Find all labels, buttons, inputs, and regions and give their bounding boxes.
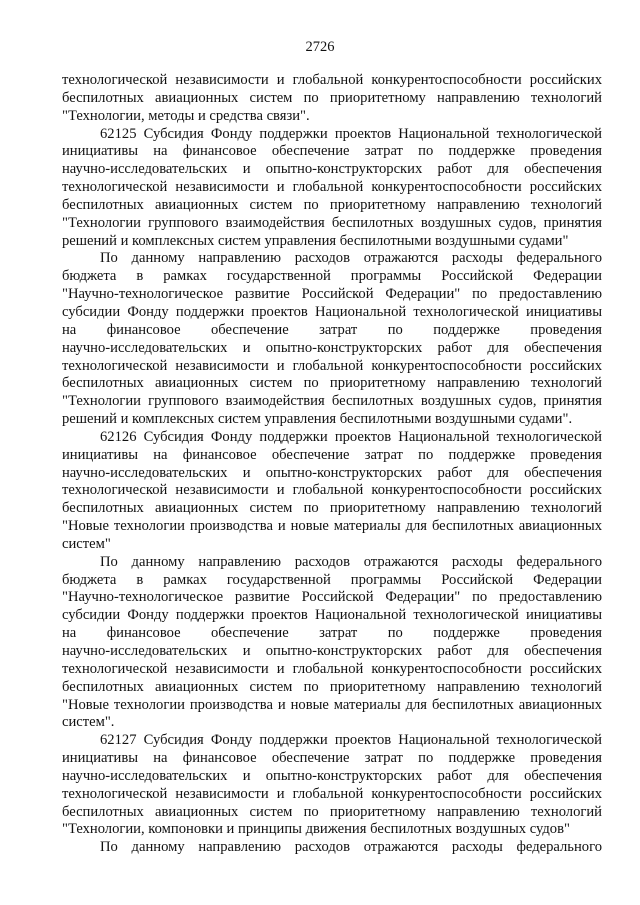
text-line: решений и комплексных систем управления беспилотными воздушными судами". <box>62 411 573 428</box>
text-line: "Технологии, методы и средства связи". <box>62 107 310 124</box>
text-line: на финансовое обеспечение затрат по поддержке проведения <box>62 625 602 642</box>
text-line: бюджета в рамках государственной программы Российской Федерации <box>62 268 602 285</box>
text-line: беспилотных авиационных систем по приоритетному направлению технологий <box>62 375 602 392</box>
document-body <box>62 72 602 857</box>
text-line: беспилотных авиационных систем по приоритетному направлению технологий <box>62 500 602 517</box>
text-line: "Технологии группового взаимодействия беспилотных воздушных судов, принятия <box>62 393 602 410</box>
text-line: научно-исследовательских и опытно-конструкторских работ для обеспечения <box>62 767 602 784</box>
text-line: решений и комплексных систем управления беспилотными воздушными судами" <box>62 232 569 249</box>
text-line: субсидии Фонду поддержки проектов Национальной технологической инициативы <box>62 303 602 320</box>
text-line: "Научно-технологическое развитие Российской Федерации" по предоставлению <box>62 589 602 606</box>
page-number: 2726 <box>305 39 335 55</box>
text-line: беспилотных авиационных систем по приоритетному направлению технологий <box>62 678 602 695</box>
text-line: систем". <box>62 714 115 731</box>
text-line: научно-исследовательских и опытно-конструкторских работ для обеспечения <box>62 643 602 659</box>
text-line: беспилотных авиационных систем по приоритетному направлению технологий <box>62 803 602 820</box>
text-line: "Новые технологии производства и новые материалы для беспилотных авиационных <box>62 696 602 713</box>
text-line: "Технологии, компоновки и принципы движения беспилотных воздушных судов" <box>62 821 570 838</box>
paragraph-first-line: По данному направлению расходов отражаются расходы федерального <box>100 553 602 570</box>
paragraph-first-line: 62127 Субсидия Фонду поддержки проектов Национальной технологической <box>100 732 602 749</box>
text-line: технологической независимости и глобальной конкурентоспособности российских <box>62 482 602 499</box>
text-line: систем" <box>62 535 111 552</box>
text-line: на финансовое обеспечение затрат по поддержке проведения <box>62 321 602 338</box>
text-line: бюджета в рамках государственной программы Российской Федерации <box>62 571 602 588</box>
text-line: "Новые технологии производства и новые материалы для беспилотных авиационных <box>62 518 602 535</box>
paragraph-first-line: 62125 Субсидия Фонду поддержки проектов Национальной технологической <box>100 125 602 142</box>
text-line: технологической независимости и глобальной конкурентоспособности российских <box>62 357 602 374</box>
text-line: научно-исследовательских и опытно-конструкторских работ для обеспечения <box>62 464 602 481</box>
text-line: "Научно-технологическое развитие Российской Федерации" по предоставлению <box>62 286 602 303</box>
paragraph-first-line: 62126 Субсидия Фонду поддержки проектов Национальной технологической <box>100 428 602 445</box>
text-line: научно-исследовательских и опытно-конструкторских работ для обеспечения <box>62 161 602 178</box>
text-line: беспилотных авиационных систем по приоритетному направлению технологий <box>62 89 602 106</box>
paragraph-first-line: По данному направлению расходов отражаются расходы федерального <box>100 250 602 267</box>
text-line: беспилотных авиационных систем по приоритетному направлению технологий <box>62 196 602 213</box>
text-line: технологической независимости и глобальной конкурентоспособности российских <box>62 72 602 88</box>
text-line: научно-исследовательских и опытно-конструкторских работ для обеспечения <box>62 339 602 356</box>
text-line: технологической независимости и глобальной конкурентоспособности российских <box>62 660 602 677</box>
text-line: технологической независимости и глобальной конкурентоспособности российских <box>62 785 602 802</box>
text-line: инициативы на финансовое обеспечение затрат по поддержке проведения <box>62 446 602 463</box>
text-line: "Технологии группового взаимодействия беспилотных воздушных судов, принятия <box>62 214 602 231</box>
paragraph-first-line: По данному направлению расходов отражаются расходы федерального <box>100 839 602 856</box>
text-line: технологической независимости и глобальной конкурентоспособности российских <box>62 179 602 196</box>
text-line: инициативы на финансовое обеспечение затрат по поддержке проведения <box>62 750 602 767</box>
text-line: инициативы на финансовое обеспечение затрат по поддержке проведения <box>62 143 602 160</box>
text-line: субсидии Фонду поддержки проектов Национальной технологической инициативы <box>62 607 602 624</box>
